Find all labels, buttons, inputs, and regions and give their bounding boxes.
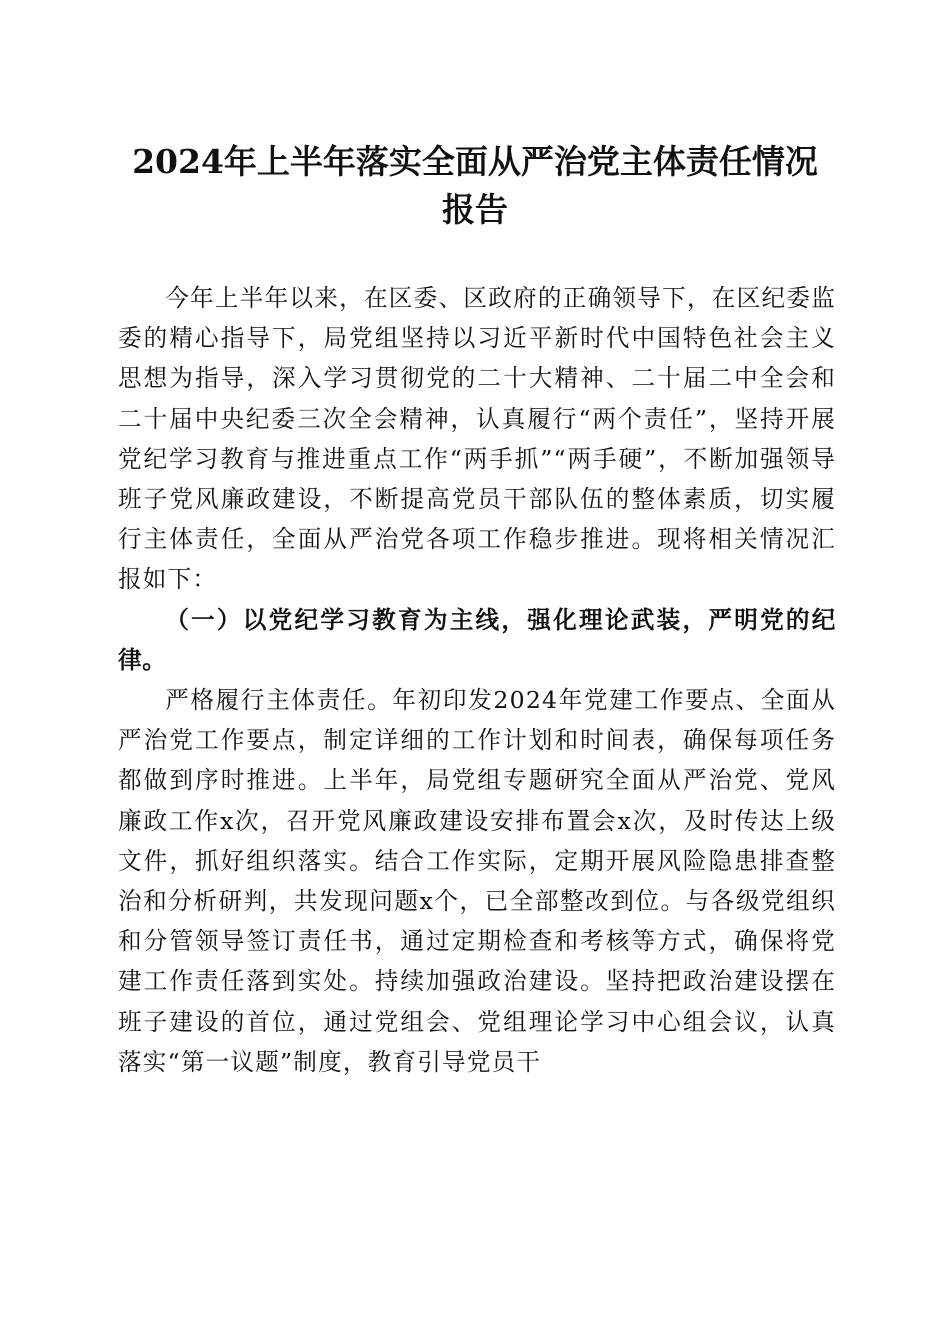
section-heading: （一）以党纪学习教育为主线，强化理论武装，严明党的纪律。 (118, 605, 836, 674)
intro-paragraph: 今年上半年以来，在区委、区政府的正确领导下，在区纪委监委的精心指导下，局党组坚持以习近平新时代中国特色社会主义思想为指导，深入学习贯彻党的二十大精神、二十届二中全会和二十届中央纪委三次全会精神，认真履行“两个责任”，坚持开展党纪学习教育与推进重点工作“两手抓”“两手硬”，不断加强领导班子党风廉政建设，不断提高党员干部队伍的整体素质，切实履行主体责任，全面从严治党各项工作稳步推进。现将相关情况汇报如下： (118, 284, 836, 594)
document-title: 2024年上半年落实全面从严治党主体责任情况报告 (132, 142, 818, 229)
section-paragraph: 严格履行主体责任。年初印发2024年党建工作要点、全面从严治党工作要点，制定详细的工作计划和时间表，确保每项任务都做到序时推进。上半年，局党组专题研究全面从严治党、党风廉政工作x次，召开党风廉政建设安排布置会x次，及时传达上级文件，抓好组织落实。结合工作实际，定期开展风险隐患排查整治和分析研判，共发现问题x个，已全部整改到位。与各级党组织和分管领导签订责任书，通过定期检查和考核等方式，确保将党建工作责任落到实处。持续加强政治建设。坚持把政治建设摆在班子建设的首位，通过党组会、党组理论学习中心组会议，认真落实“第一议题”制度，教育引导党员干 (118, 686, 836, 1076)
document-body (118, 278, 836, 1082)
